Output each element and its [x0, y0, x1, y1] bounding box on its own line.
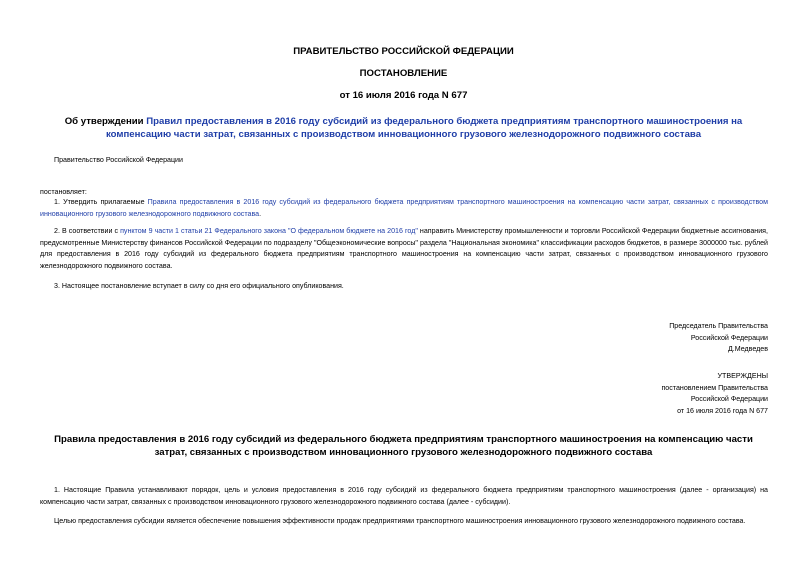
signature-line-2: Российской Федерации	[690, 333, 768, 342]
decides-text: постановляет:	[40, 188, 87, 196]
title-rules-link[interactable]: Правил предоставления в 2016 году субсидий из федерального бюджета предприятиям транспортного машиностроения на компенсацию части затрат, связанных с производством инновационного грузового железнодорожного подвижного состава	[105, 116, 743, 140]
item-1	[40, 197, 768, 220]
item2-text: направить Министерству промышленности и торговли Российской Федерации бюджетные ассигнования, предусмотренные Министерству финансов Российской Федерации по подразделу "Общеэкономические вопросы" раздела "Национальная экономика" классификации расходов бюджетов, в размере 3000000 тыс. рублей для предоставления в 2016 году субсидий из федерального бюджета предприятиям транспортного машиностроения на компенсацию части затрат, связанных с производством инновационного грузового железнодорожного подвижного состава.	[40, 227, 768, 270]
signature-name: Д.Медведев	[727, 345, 768, 353]
approval-line-4: от 16 июля 2016 года N 677	[677, 406, 768, 415]
approval-block	[560, 371, 768, 417]
approval-line-3: Российской Федерации	[690, 395, 768, 403]
item-2	[40, 226, 768, 272]
approval-line-1: УТВЕРЖДЕНЫ	[717, 372, 768, 380]
item1-suffix: .	[259, 209, 262, 218]
title-prefix: Об утверждении	[64, 116, 147, 127]
doc-type-heading: ПОСТАНОВЛЕНИЕ	[359, 68, 448, 79]
doc-date-number: от 16 июля 2016 года N 677	[339, 90, 468, 101]
signature-block	[560, 321, 768, 356]
rules-paragraph-2: Целью предоставления субсидии является обеспечение повышения эффективности продаж предприятиями транспортного машиностроения инновационного грузового железнодорожного подвижного состава.	[54, 517, 746, 525]
issuer-text: Правительство Российской Федерации	[54, 156, 183, 164]
item-3: 3. Настоящее постановление вступает в силу со дня его официального опубликования.	[54, 282, 344, 290]
government-heading: ПРАВИТЕЛЬСТВО РОССИЙСКОЙ ФЕДЕРАЦИИ	[293, 46, 514, 57]
document-title	[40, 116, 767, 141]
rules-title: Правила предоставления в 2016 году субсидий из федерального бюджета предприятиям транспортного машиностроения на компенсацию части затрат, связанных с производством инновационного грузового железнодорожного подвижного состава	[54, 434, 753, 458]
rules-paragraph-1: 1. Настоящие Правила устанавливают порядок, цель и условия предоставления в 2016 году субсидий из федерального бюджета предприятиям транспортного машиностроения (далее - организация) на компенсацию части затрат, связанных с производством инновационного грузового железнодорожного подвижного состава (далее - субсидии).	[40, 486, 768, 506]
item1-prefix: 1. Утвердить прилагаемые	[54, 198, 148, 206]
item2-prefix: 2. В соответствии с	[54, 227, 121, 235]
approval-line-2: постановлением Правительства	[661, 383, 768, 392]
item2-law-link[interactable]: пунктом 9 части 1 статьи 21 Федерального закона "О федеральном бюджете на 2016 год"	[120, 227, 418, 235]
signature-line-1: Председатель Правительства	[669, 322, 768, 330]
item1-rules-link[interactable]: Правила предоставления в 2016 году субсидий из федерального бюджета предприятиям транспортного машиностроения на компенсацию части затрат, связанных с производством инновационного грузового железнодорожного подвижного состава	[40, 198, 768, 218]
